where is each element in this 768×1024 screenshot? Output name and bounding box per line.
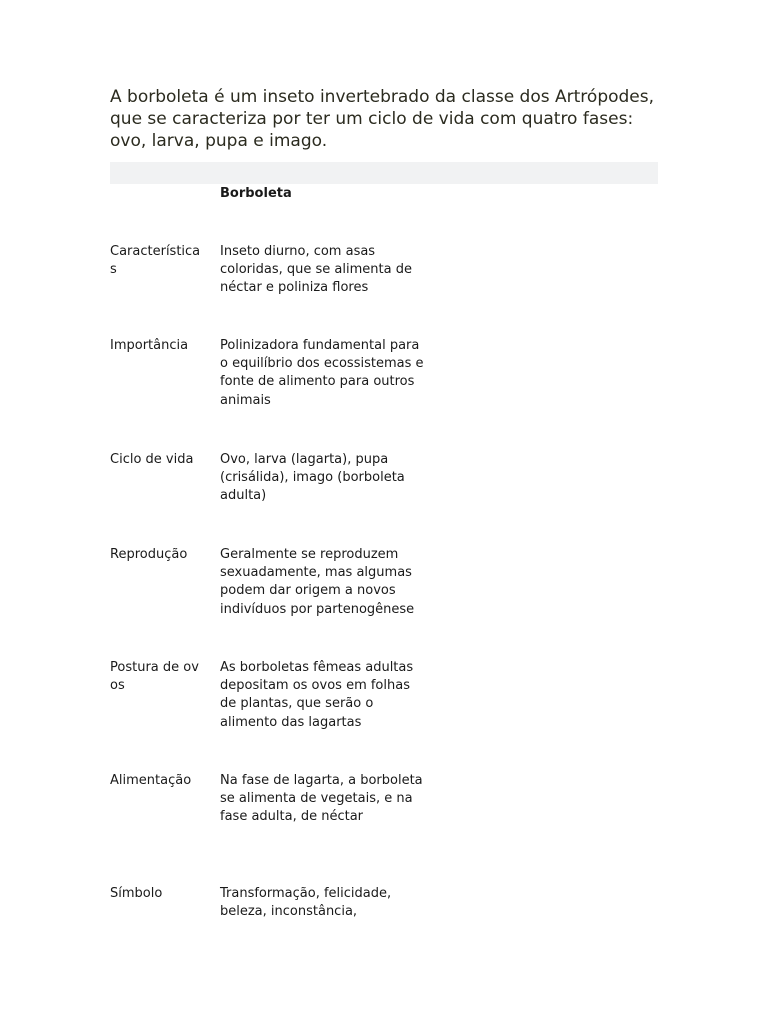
row-label: Postura de ovos xyxy=(110,660,199,694)
row-label: Características xyxy=(110,244,201,278)
row-label: Importância xyxy=(110,338,189,353)
row-value: Geralmente se reproduzem sexuadamente, mas algumas podem dar origem a novos indivíduos por partenogênese xyxy=(220,547,415,617)
intro-paragraph: A borboleta é um inseto invertebrado da classe dos Artrópodes, que se caracteriza por ter um ciclo de vida com quatro fases: ovo, larva, pupa e imago. xyxy=(110,87,655,151)
row-value: Inseto diurno, com asas coloridas, que se alimenta de néctar e poliniza flores xyxy=(220,244,412,296)
row-value: As borboletas fêmeas adultas depositam os ovos em folhas de plantas, que serão o alimento das lagartas xyxy=(220,660,414,730)
row-value: Na fase de lagarta, a borboleta se alimenta de vegetais, e na fase adulta, de néctar xyxy=(220,773,423,825)
row-label: Símbolo xyxy=(110,886,163,901)
table-header-band xyxy=(110,162,658,184)
row-value: Transformação, felicidade, beleza, inconstância, xyxy=(220,886,392,920)
row-label: Ciclo de vida xyxy=(110,452,194,467)
row-label: Alimentação xyxy=(110,773,192,788)
row-value: Ovo, larva (lagarta), pupa (crisálida), imago (borboleta adulta) xyxy=(220,452,405,504)
row-value: Polinizadora fundamental para o equilíbrio dos ecossistemas e fonte de alimento para outros animais xyxy=(220,338,424,408)
row-label: Reprodução xyxy=(110,547,188,562)
column-header-borboleta: Borboleta xyxy=(220,186,292,201)
